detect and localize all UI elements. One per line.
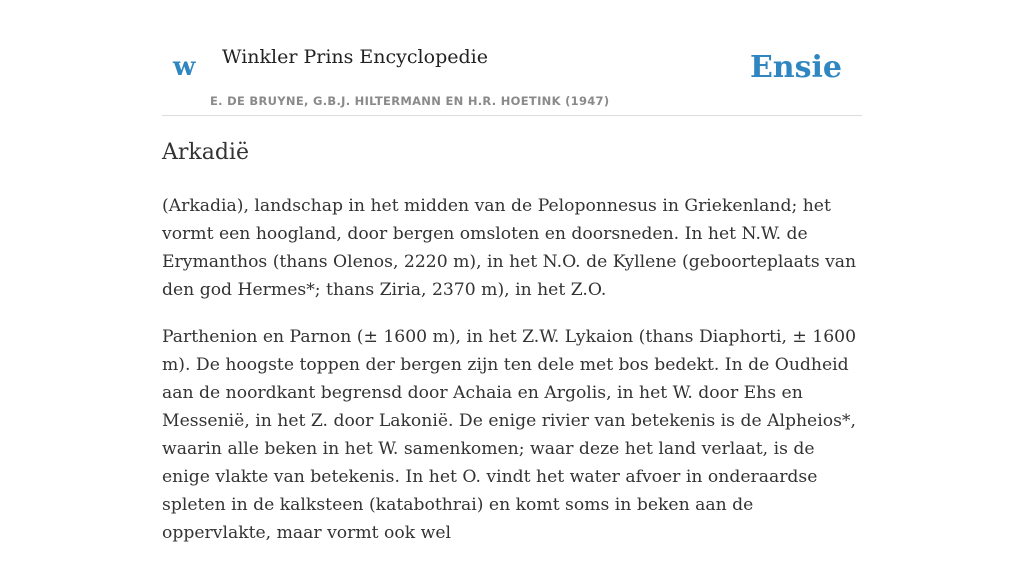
article-paragraph: Parthenion en Parnon (± 1600 m), in het Z.W. Lykaion (thans Diaphorti, ± 1600 m). De hoogste toppen der bergen zijn ten dele met bos bedekt. In de Oudheid aan de noordkant begrensd door Achaia en Argolis, in het W. door Ehs en Messenië, in het Z. door Lakonië. De enige rivier van betekenis is de Alpheios*, waarin alle beken in het W. samenkomen; waar deze het land verlaat, is de enige vlakte van betekenis. In het O. vindt het water afvoer in onderaardse spleten in de kalksteen (katabothrai) en komt soms in beken aan de oppervlakte, maar vormt ook wel xyxy=(162,327,857,543)
article-paragraph: (Arkadia), landschap in het midden van de Peloponnesus in Griekenland; het vormt een hoogland, door bergen omsloten en doorsneden. In het N.W. de Erymanthos (thans Olenos, 2220 m), in het N.O. de Kyllene (geboorteplaats van den god Hermes*; thans Ziria, 2370 m), in het Z.O. xyxy=(162,196,857,300)
site-header xyxy=(162,40,862,116)
article-body xyxy=(162,192,867,566)
ensie-brand-link[interactable]: Ensie xyxy=(749,50,842,85)
article-title: Arkadië xyxy=(162,140,249,165)
winkler-prins-logo-icon[interactable]: w xyxy=(173,52,196,82)
site-title[interactable]: Winkler Prins Encyclopedie xyxy=(222,46,488,68)
authors-line: E. DE BRUYNE, G.B.J. HILTERMANN EN H.R. HOETINK (1947) xyxy=(210,94,610,108)
